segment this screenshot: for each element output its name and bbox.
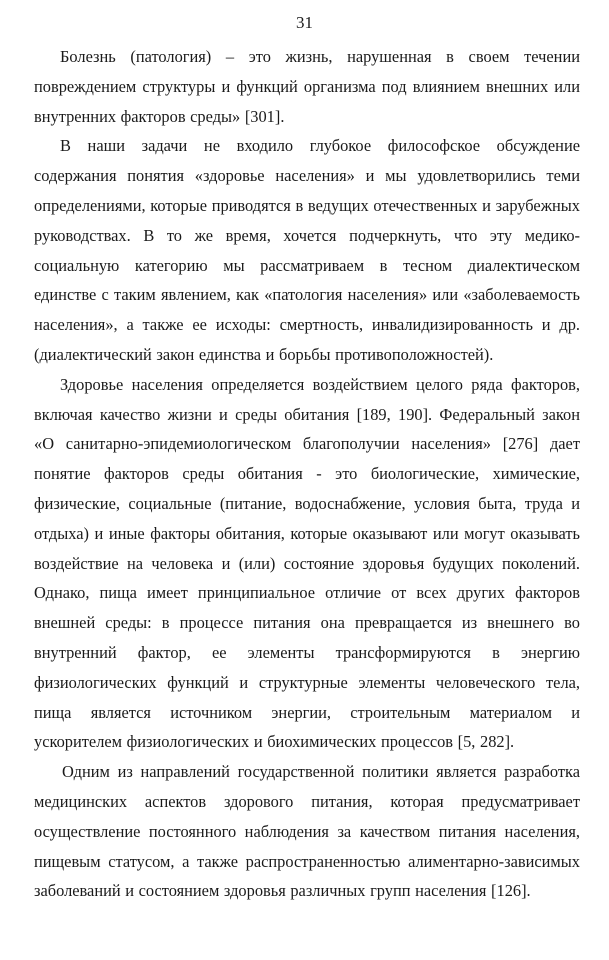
- paragraph-health-factors: Здоровье населения определяется воздействием целого ряда факторов, включая качество жизни и среды обитания [189, 190]. Федеральный закон «О санитарно-эпидемиологическом благополучии населения» [276] дает понятие факторов среды обитания - это биологические, химические, физические, социальные (питание, водоснабжение, условия быта, труда и отдыха) и иные факторы обитания, которые оказывают или могут оказывать воздействие на человека и (или) состояние здоровья будущих поколений. Однако, пища имеет принципиальное отличие от всех других факторов внешней среды: в процессе питания она превращается из внешнего во внутренний фактор, ее элементы трансформируются в энергию физиологических функций и структурные элементы человеческого тела, пища является источником энергии, строительным материалом и ускорителем физиологических и биохимических процессов [5, 282].: [34, 374, 580, 752]
- paragraph-research-tasks: В наши задачи не входило глубокое философское обсуждение содержания понятия «здоровье населения» и мы удовлетворились теми определениями, которые приводятся в ведущих отечественных и зарубежных руководствах. В то же время, хочется подчеркнуть, что эту медико-социальную категорию мы рассматриваем в тесном диалектическом единстве с таким явлением, как «патология населения» или «заболеваемость населения», а также ее исходы: смертность, инвалидизированность и др. (диалектический закон единства и борьбы противоположностей).: [34, 136, 580, 364]
- paragraph-disease-definition: Болезнь (патология) – это жизнь, нарушенная в своем течении повреждением структуры и функций организма под влиянием внешних или внутренних факторов среды» [301].: [34, 47, 580, 126]
- page-number: 31: [296, 13, 313, 32]
- paragraph-state-policy: Одним из направлений государственной политики является разработка медицинских аспектов здорового питания, которая предусматривает осуществление постоянного наблюдения за качеством питания населения, пищевым статусом, а также распространенностью алиментарно-зависимых заболеваний и состоянием здоровья различных групп населения [126].: [34, 762, 580, 901]
- body-text: [34, 42, 580, 906]
